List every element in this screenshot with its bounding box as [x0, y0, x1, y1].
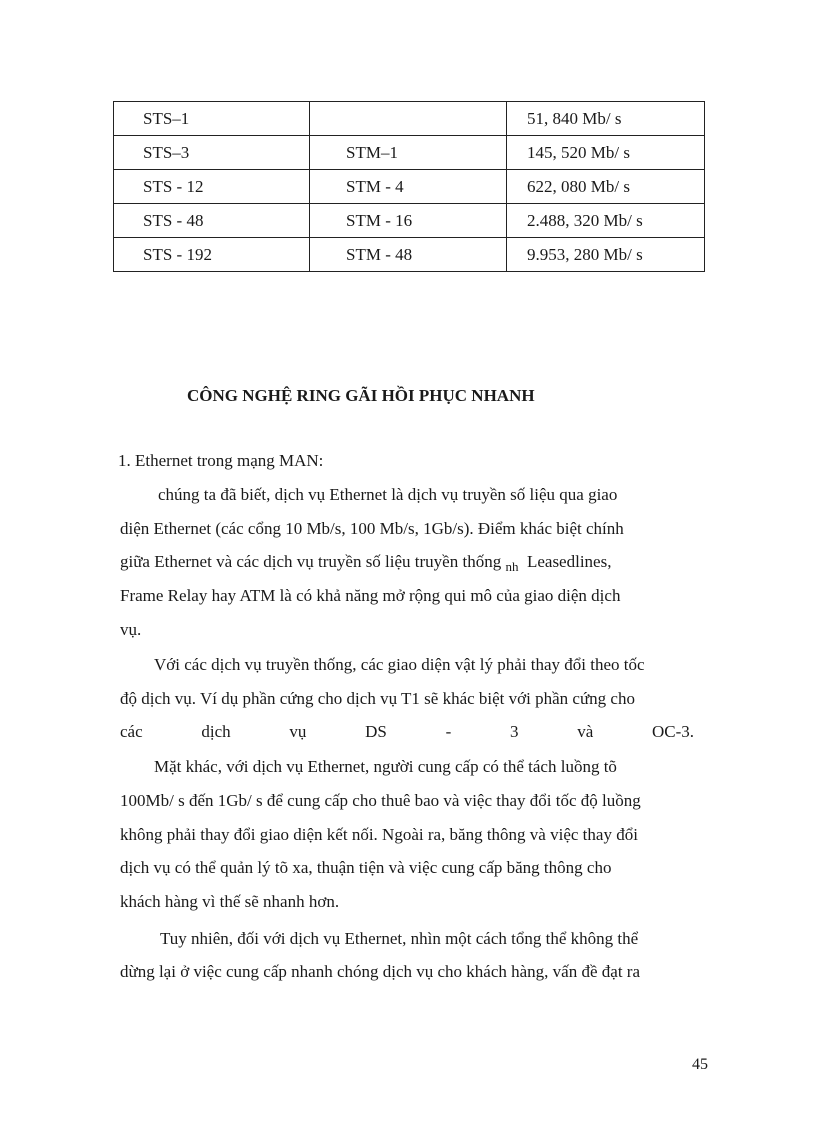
table-row	[114, 204, 705, 238]
table-cell-sonet: STS - 12	[114, 170, 310, 204]
paragraph-line: khách hàng vì thế sẽ nhanh hơn.	[120, 892, 340, 911]
section-title: 1. Ethernet trong mạng MAN:	[118, 451, 324, 470]
paragraph-text: giữa Ethernet và các dịch vụ truyền số liệu truyền thống	[120, 552, 502, 571]
table-row	[114, 170, 705, 204]
table-cell-rate: 145, 520 Mb/ s	[507, 136, 705, 170]
paragraph-line: chúng ta đã biết, dịch vụ Ethernet là dịch vụ truyền số liệu qua giao	[158, 485, 618, 504]
table-cell-sonet: STS–1	[114, 102, 310, 136]
table-cell-sonet: STS - 48	[114, 204, 310, 238]
paragraph-line: Tuy nhiên, đối với dịch vụ Ethernet, nhìn một cách tổng thể không thể	[160, 929, 639, 948]
table-cell-sdh: STM - 48	[310, 238, 507, 272]
table-cell-rate: 2.488, 320 Mb/ s	[507, 204, 705, 238]
paragraph-text-fragment: nh	[505, 559, 519, 574]
sonet-sdh-rate-table	[113, 101, 705, 272]
table-cell-sdh	[310, 102, 507, 136]
table-cell-rate: 51, 840 Mb/ s	[507, 102, 705, 136]
paragraph-line	[120, 552, 611, 572]
table-cell-rate: 9.953, 280 Mb/ s	[507, 238, 705, 272]
paragraph-line: vụ.	[120, 620, 142, 639]
table-cell-sonet: STS–3	[114, 136, 310, 170]
paragraph-line: các dịch vụ DS - 3 và OC-3.	[120, 722, 694, 741]
table-cell-sdh: STM–1	[310, 136, 507, 170]
table-cell-sonet: STS - 192	[114, 238, 310, 272]
paragraph-line: Frame Relay hay ATM là có khả năng mở rộng qui mô của giao diện dịch	[120, 586, 621, 605]
paragraph-line: Với các dịch vụ truyền thống, các giao diện vật lý phải thay đổi theo tốc	[154, 655, 645, 674]
paragraph-line: không phải thay đổi giao diện kết nối. Ngoài ra, băng thông và việc thay đổi	[120, 825, 638, 844]
paragraph-line: diện Ethernet (các cổng 10 Mb/s, 100 Mb/s, 1Gb/s). Điểm khác biệt chính	[120, 519, 624, 538]
table-row	[114, 238, 705, 272]
paragraph-line: Mặt khác, với dịch vụ Ethernet, người cung cấp có thể tách luồng tõ	[154, 757, 617, 776]
paragraph-line: dịch vụ có thể quản lý tõ xa, thuận tiện và việc cung cấp băng thông cho	[120, 858, 612, 877]
paragraph-line: 100Mb/ s đến 1Gb/ s để cung cấp cho thuê bao và việc thay đổi tốc độ luồng	[120, 791, 641, 810]
paragraph-text: Leasedlines,	[526, 552, 612, 571]
table-cell-sdh: STM - 16	[310, 204, 507, 238]
table-cell-rate: 622, 080 Mb/ s	[507, 170, 705, 204]
page-number: 45	[692, 1056, 708, 1073]
table-cell-sdh: STM - 4	[310, 170, 507, 204]
paragraph-line: dừng lại ở việc cung cấp nhanh chóng dịch vụ cho khách hàng, vấn đề đạt ra	[120, 962, 641, 981]
paragraph-line: độ dịch vụ. Ví dụ phần cứng cho dịch vụ T1 sẽ khác biệt với phần cứng cho	[120, 689, 635, 708]
table-row	[114, 102, 705, 136]
section-heading: CÔNG NGHỆ RING GÃI HỒI PHỤC NHANH	[187, 386, 535, 405]
table-row	[114, 136, 705, 170]
